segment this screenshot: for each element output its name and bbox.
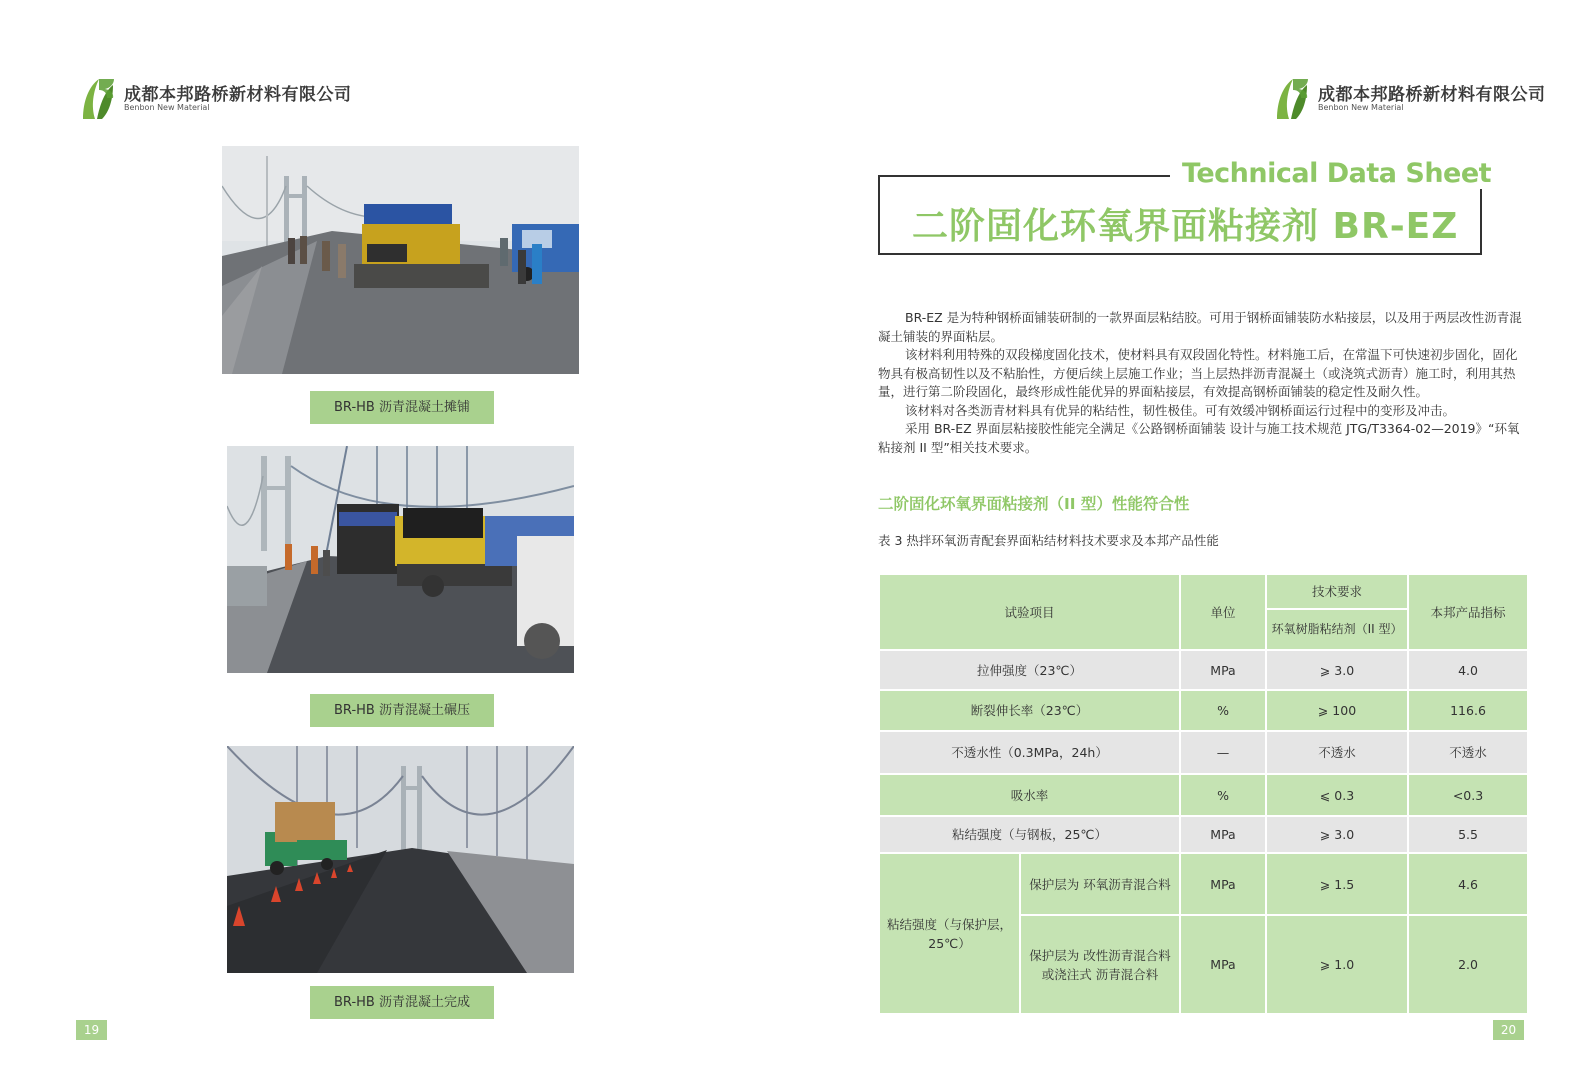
header-unit: 单位: [1180, 574, 1266, 650]
table-row: [879, 731, 1528, 774]
page-number-left: 19: [76, 1020, 107, 1040]
row-unit: %: [1180, 690, 1266, 731]
company-logo-icon: [80, 76, 116, 120]
title-cn: 二阶固化环氧界面粘接剂 BR-EZ: [912, 206, 1459, 247]
group-sub-item: 保护层为 改性沥青混合料或浇注式 沥青混合料: [1020, 915, 1180, 1014]
page-number-right: 20: [1493, 1020, 1524, 1040]
intro-paragraph: 采用 BR-EZ 界面层粘接胶性能完全满足《公路钢桥面铺装 设计与施工技术规范 JTG/T3364-02—2019》“环氧粘接剂 II 型”相关技术要求。: [878, 421, 1520, 455]
spec-table: [878, 573, 1529, 1015]
company-name-en: Benbon New Material: [124, 103, 210, 112]
row-requirement: ⩾ 3.0: [1266, 650, 1408, 690]
row-requirement: ⩾ 3.0: [1266, 816, 1408, 853]
row-value: 2.0: [1408, 915, 1528, 1014]
row-value: 4.6: [1408, 853, 1528, 915]
row-requirement: 不透水: [1266, 731, 1408, 774]
table-row: [879, 650, 1528, 690]
row-value: 116.6: [1408, 690, 1528, 731]
company-name-cn: 成都本邦路桥新材料有限公司: [124, 85, 352, 105]
row-unit: MPa: [1180, 915, 1266, 1014]
company-logo-right: [1274, 76, 1546, 122]
intro-paragraph: BR-EZ 是为特种钢桥面铺装研制的一款界面层粘结胶。可用于钢桥面铺装防水粘接层，以及用于两层改性沥青混凝土铺装的界面粘层。: [878, 310, 1522, 344]
row-item: 不透水性（0.3MPa，24h）: [879, 731, 1180, 774]
group-sub-item: 保护层为 环氧沥青混合料: [1020, 853, 1180, 915]
row-item: 断裂伸长率（23℃）: [879, 690, 1180, 731]
table-row: [879, 690, 1528, 731]
section-heading: 二阶固化环氧界面粘接剂（II 型）性能符合性: [878, 495, 1190, 513]
table-caption: 表 3 热拌环氧沥青配套界面粘结材料技术要求及本邦产品性能: [878, 533, 1219, 548]
title-en: Technical Data Sheet: [1170, 158, 1503, 189]
company-logo-icon: [1274, 76, 1310, 120]
photo-caption-paving: BR-HB 沥青混凝土摊铺: [310, 391, 494, 424]
row-unit: MPa: [1180, 650, 1266, 690]
row-requirement: ⩾ 1.0: [1266, 915, 1408, 1014]
photo-caption-completed: BR-HB 沥青混凝土完成: [310, 986, 494, 1019]
row-requirement: ⩽ 0.3: [1266, 774, 1408, 816]
photo-completed: [227, 746, 574, 973]
header-requirement-sub: 环氧树脂粘结剂（II 型）: [1266, 609, 1408, 650]
row-item: 拉伸强度（23℃）: [879, 650, 1180, 690]
row-requirement: ⩾ 1.5: [1266, 853, 1408, 915]
row-item: 吸水率: [879, 774, 1180, 816]
intro-text: [878, 309, 1527, 457]
header-item: 试验项目: [879, 574, 1180, 650]
company-name-en: Benbon New Material: [1318, 103, 1404, 112]
company-logo-left: [80, 76, 352, 122]
row-value: 不透水: [1408, 731, 1528, 774]
photo-rolling: [227, 446, 574, 673]
row-unit: —: [1180, 731, 1266, 774]
photo-caption-rolling: BR-HB 沥青混凝土碾压: [310, 694, 494, 727]
header-product: 本邦产品指标: [1408, 574, 1528, 650]
header-requirement: 技术要求: [1266, 574, 1408, 609]
row-value: 5.5: [1408, 816, 1528, 853]
row-value: <0.3: [1408, 774, 1528, 816]
row-unit: MPa: [1180, 816, 1266, 853]
row-unit: MPa: [1180, 853, 1266, 915]
row-value: 4.0: [1408, 650, 1528, 690]
row-requirement: ⩾ 100: [1266, 690, 1408, 731]
company-name-cn: 成都本邦路桥新材料有限公司: [1318, 85, 1546, 105]
table-header-row: [879, 574, 1528, 609]
group-item: 粘结强度（与保护层，25℃）: [879, 853, 1020, 1014]
table-row: [879, 853, 1528, 915]
intro-paragraph: 该材料对各类沥青材料具有优异的粘结性，韧性极佳。可有效缓冲钢桥面运行过程中的变形及冲击。: [905, 402, 1456, 418]
row-unit: %: [1180, 774, 1266, 816]
row-item: 粘结强度（与钢板，25℃）: [879, 816, 1180, 853]
intro-paragraph: 该材料利用特殊的双段梯度固化技术，使材料具有双段固化特性。材料施工后，在常温下可快速初步固化，固化物具有极高韧性以及不粘胎性，方便后续上层施工作业；当上层热拌沥青混凝土（或浇筑式沥青）施工时，利用其热量，进行第二阶段固化，最终形成性能优异的界面粘接层，有效提高钢桥面铺装的稳定性及耐久性。: [878, 347, 1518, 399]
table-row: [879, 774, 1528, 816]
table-row: [879, 816, 1528, 853]
photo-paving: [222, 146, 579, 374]
